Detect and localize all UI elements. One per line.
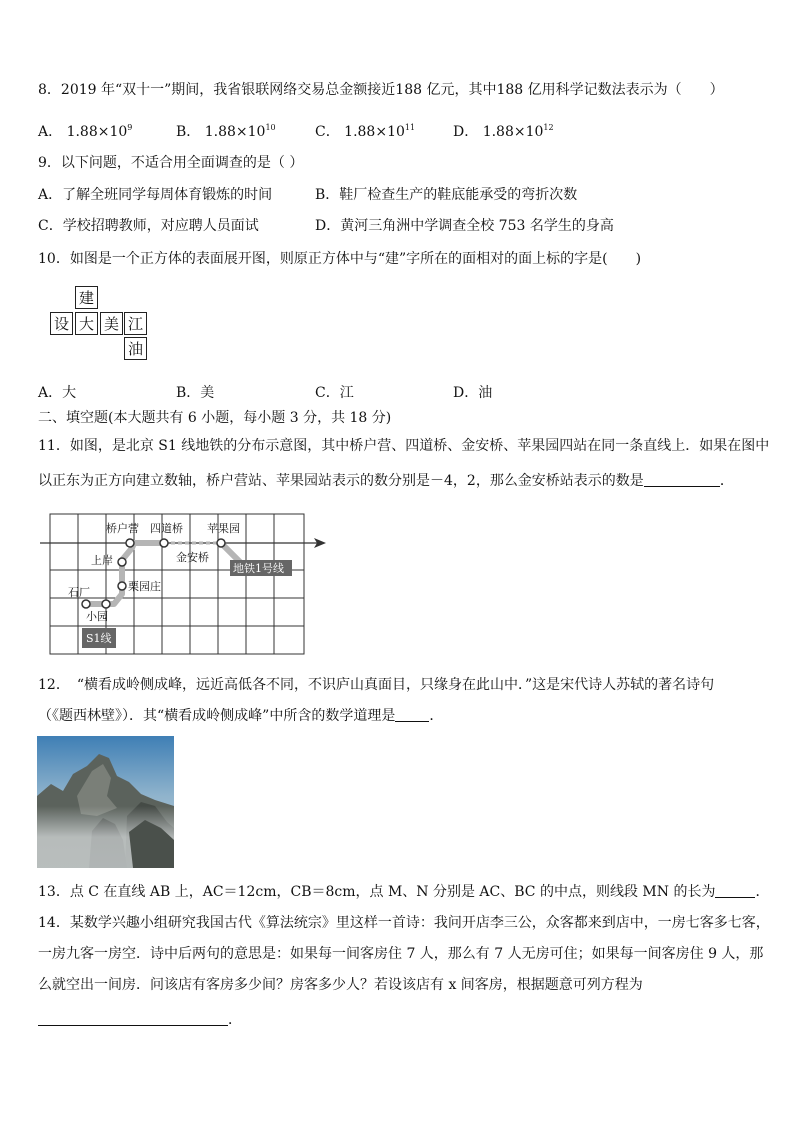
answer-blank xyxy=(38,1011,228,1026)
q10-option-b: B．美 xyxy=(176,385,215,401)
station-label: 四道桥 xyxy=(150,522,183,535)
subway-map-figure xyxy=(38,510,338,660)
net-cell: 美 xyxy=(100,312,123,335)
q13-text: 13．点 C 在直线 AB 上，AC＝12cm，CB＝8cm，点 M、N 分别是 AC、BC 的中点，则线段 MN 的长为 ． xyxy=(38,884,770,900)
station-label: 上岸 xyxy=(91,554,113,567)
station-dot xyxy=(217,539,225,547)
cube-net-figure xyxy=(50,286,150,362)
q12-line1: 12． “横看成岭侧成峰，远近高低各不同，不识庐山真面目，只缘身在此山中．”这是宋代诗人苏轼的著名诗句 xyxy=(38,677,715,693)
q8-option-d: D． $1.88\times 10^{12}$ xyxy=(453,123,554,140)
station-dot xyxy=(118,582,126,590)
line1-label: 地铁1号线 xyxy=(233,562,284,575)
q10-option-d: D．油 xyxy=(453,385,493,401)
station-dot xyxy=(102,600,110,608)
q14-line3: 么就空出一间房．问该店有客房多少间？房客多少人？若设该店有 x 间客房，根据题意可列方程为 xyxy=(38,977,643,993)
net-cell: 大 xyxy=(75,312,98,335)
net-cell-top: 建 xyxy=(75,286,98,309)
net-cell: 设 xyxy=(50,312,73,335)
mountain-photo xyxy=(37,736,174,868)
answer-blank xyxy=(715,883,755,898)
net-cell: 江 xyxy=(124,312,147,335)
s1-route xyxy=(86,543,164,604)
q9-stem: 9．以下问题，不适合用全面调查的是（ ） xyxy=(38,155,304,171)
q8-option-a: A． $1.88\times 10^9$ xyxy=(38,123,133,140)
section-heading: 二、填空题(本大题共有 6 小题，每小题 3 分，共 18 分) xyxy=(38,410,392,426)
q9-option-d: D．黄河三角洲中学调查全校 753 名学生的身高 xyxy=(315,218,614,234)
q11-line1: 11．如图，是北京 S1 线地铁的分布示意图，其中桥户营、四道桥、金安桥、苹果园四站在同一条直线上．如果在图中 xyxy=(38,438,770,454)
answer-blank xyxy=(395,707,429,722)
q10-option-c: C．江 xyxy=(315,385,354,401)
station-dot xyxy=(118,558,126,566)
q10-option-a: A．大 xyxy=(38,385,77,401)
q14-line1: 14．某数学兴趣小组研究我国古代《算法统宗》里这样一首诗：我问开店李三公，众客都来到店中，一房七客多七客， xyxy=(38,915,770,931)
station-label: 桥户营 xyxy=(106,522,139,535)
station-label: 石厂 xyxy=(68,586,90,599)
q11-line2: 以正东为正方向建立数轴，桥户营站、苹果园站表示的数分别是－4，2，那么金安桥站表示的数是 ． xyxy=(38,473,734,489)
s1-label: S1线 xyxy=(86,632,112,645)
q8-option-b: B． $1.88\times 10^{10}$ xyxy=(176,123,276,140)
q14-answer-line: ． xyxy=(38,1010,242,1030)
q8-option-c: C． $1.88\times 10^{11}$ xyxy=(315,123,416,140)
station-dot xyxy=(160,539,168,547)
answer-blank xyxy=(644,472,720,487)
station-label: 小园 xyxy=(86,610,108,623)
station-label: 苹果园 xyxy=(207,522,240,535)
q14-line2: 一房九客一房空．诗中后两句的意思是：如果每一间客房住 7 人，那么有 7 人无房可住；如果每一间客房住 9 人，那 xyxy=(38,946,764,962)
net-cell-bottom: 油 xyxy=(124,337,147,360)
q8-stem: 8．2019 年“双十一”期间，我省银联网络交易总金额接近188 亿元，其中188 亿用科学记数法表示为（ ） xyxy=(38,82,724,98)
station-label: 金安桥 xyxy=(176,551,209,564)
q9-option-a: A．了解全班同学每周体育锻炼的时间 xyxy=(38,187,273,203)
station-dot xyxy=(126,539,134,547)
q9-option-b: B．鞋厂检查生产的鞋底能承受的弯折次数 xyxy=(315,187,578,203)
q10-stem: 10．如图是一个正方体的表面展开图，则原正方体中与“建”字所在的面相对的面上标的字是( ) xyxy=(38,251,642,267)
q12-line2: （《题西林壁》）．其“横看成岭侧成峰”中所含的数学道理是 ． xyxy=(38,708,444,724)
station-dot xyxy=(82,600,90,608)
station-label: 栗园庄 xyxy=(128,580,161,593)
q9-option-c: C．学校招聘教师，对应聘人员面试 xyxy=(38,218,259,234)
